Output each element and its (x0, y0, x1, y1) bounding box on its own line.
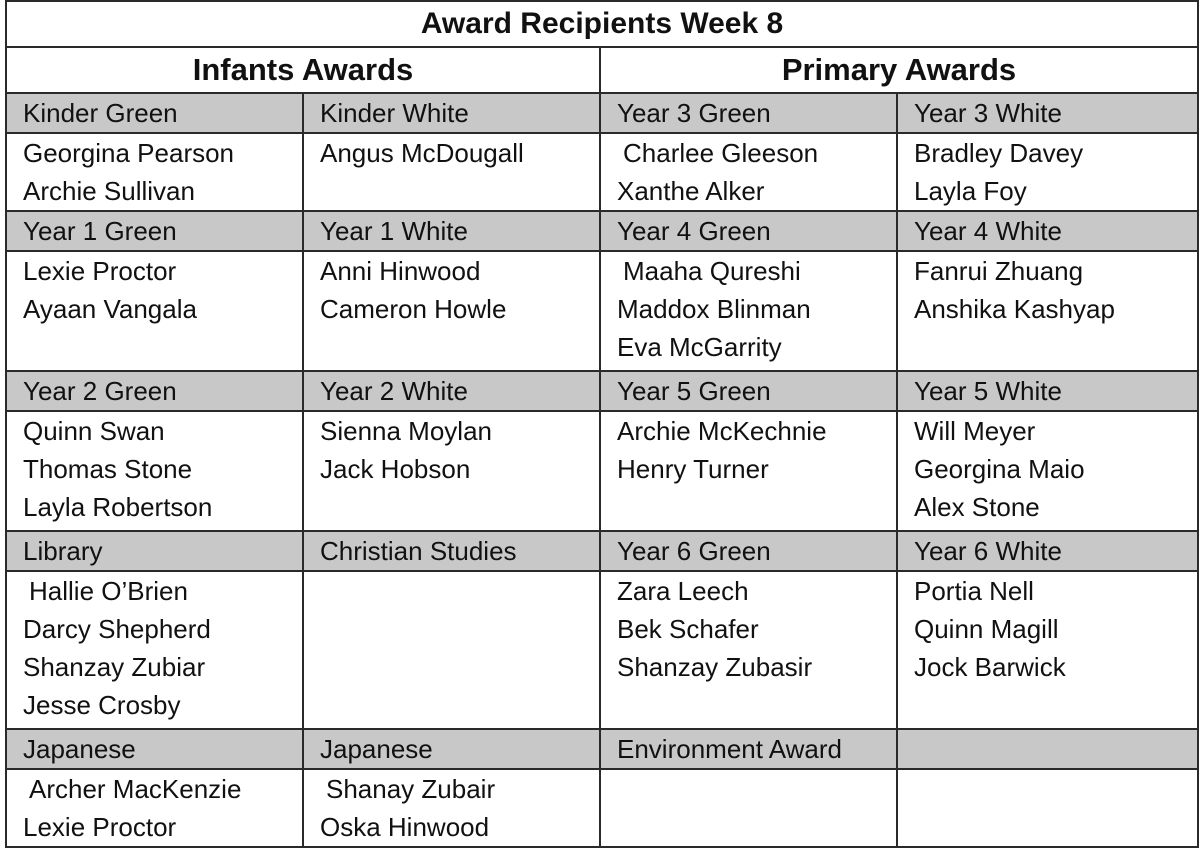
recipient-name: Ayaan Vangala (23, 294, 197, 324)
recipients-cell (897, 133, 1198, 211)
recipient-name: Maddox Blinman (617, 294, 811, 324)
class-header-row (6, 531, 1198, 571)
recipients-cell (6, 251, 303, 371)
recipients-cell (600, 251, 897, 371)
recipient-name: Shanay Zubair (326, 774, 496, 804)
primary-awards-heading: Primary Awards (600, 47, 1198, 93)
recipients-row (6, 769, 1198, 847)
recipients-cell (600, 411, 897, 531)
recipient-name: Georgina Pearson (23, 138, 235, 168)
recipients-cell (303, 133, 600, 211)
recipient-name: Quinn Swan (23, 416, 165, 446)
recipient-name: Archer MacKenzie (29, 774, 242, 804)
class-header-cell: Year 5 White (897, 371, 1198, 411)
class-header-cell (897, 729, 1198, 769)
recipients-cell (303, 571, 600, 729)
recipient-name: Eva McGarrity (617, 332, 782, 362)
recipients-cell (897, 251, 1198, 371)
class-header-cell: Year 1 White (303, 211, 600, 251)
recipient-name: Layla Robertson (23, 492, 213, 522)
recipients-cell (600, 571, 897, 729)
class-header-cell: Year 1 Green (6, 211, 303, 251)
recipient-name: Anshika Kashyap (914, 294, 1115, 324)
recipients-cell (6, 571, 303, 729)
class-header-cell: Year 3 Green (600, 93, 897, 133)
recipient-name: Hallie O’Brien (29, 576, 188, 606)
class-header-cell: Japanese (303, 729, 600, 769)
recipient-name: Layla Foy (914, 176, 1027, 206)
recipient-name: Georgina Maio (914, 454, 1085, 484)
recipient-name: Portia Nell (914, 576, 1034, 606)
recipients-row (6, 133, 1198, 211)
recipient-name: Cameron Howle (320, 294, 507, 324)
recipient-name: Lexie Proctor (23, 812, 177, 842)
class-header-row (6, 729, 1198, 769)
recipient-name: Angus McDougall (320, 138, 524, 168)
recipients-cell (897, 769, 1198, 847)
class-header-cell: Year 4 White (897, 211, 1198, 251)
recipient-name: Xanthe Alker (617, 176, 765, 206)
class-header-row (6, 93, 1198, 133)
recipient-name: Darcy Shepherd (23, 614, 211, 644)
document-title: Award Recipients Week 8 (6, 1, 1198, 47)
recipient-name: Henry Turner (617, 454, 769, 484)
awards-table (5, 0, 1199, 848)
recipient-name: Jock Barwick (914, 652, 1066, 682)
class-header-cell: Kinder Green (6, 93, 303, 133)
recipient-name: Jack Hobson (320, 454, 471, 484)
recipients-cell (6, 133, 303, 211)
recipients-cell (897, 571, 1198, 729)
infants-awards-heading: Infants Awards (6, 47, 600, 93)
recipient-name: Zara Leech (617, 576, 749, 606)
recipient-name: Thomas Stone (23, 454, 193, 484)
recipient-name: Maaha Qureshi (623, 256, 801, 286)
recipients-cell (600, 769, 897, 847)
recipient-name: Archie Sullivan (23, 176, 195, 206)
class-header-cell: Year 2 Green (6, 371, 303, 411)
class-header-cell: Year 5 Green (600, 371, 897, 411)
class-header-cell: Year 4 Green (600, 211, 897, 251)
class-header-cell: Year 3 White (897, 93, 1198, 133)
recipients-cell (303, 411, 600, 531)
title-row (6, 1, 1198, 47)
recipient-name: Sienna Moylan (320, 416, 492, 446)
class-header-cell: Japanese (6, 729, 303, 769)
class-header-row (6, 371, 1198, 411)
recipient-name: Will Meyer (914, 416, 1036, 446)
recipient-name: Archie McKechnie (617, 416, 827, 446)
recipient-name: Fanrui Zhuang (914, 256, 1084, 286)
recipient-name: Jesse Crosby (23, 690, 181, 720)
recipient-name: Shanzay Zubiar (23, 652, 206, 682)
recipient-name: Shanzay Zubasir (617, 652, 813, 682)
recipient-name: Charlee Gleeson (623, 138, 819, 168)
class-header-cell: Year 6 White (897, 531, 1198, 571)
recipient-name: Lexie Proctor (23, 256, 177, 286)
recipient-name: Bradley Davey (914, 138, 1084, 168)
class-header-cell: Environment Award (600, 729, 897, 769)
class-header-cell: Library (6, 531, 303, 571)
class-header-cell: Year 2 White (303, 371, 600, 411)
class-header-cell: Kinder White (303, 93, 600, 133)
recipient-name: Anni Hinwood (320, 256, 481, 286)
class-header-cell: Year 6 Green (600, 531, 897, 571)
recipient-name: Alex Stone (914, 492, 1040, 522)
recipients-row (6, 251, 1198, 371)
recipients-row (6, 571, 1198, 729)
section-row (6, 47, 1198, 93)
recipients-cell (6, 769, 303, 847)
recipient-name: Bek Schafer (617, 614, 759, 644)
recipients-cell (6, 411, 303, 531)
recipient-name: Quinn Magill (914, 614, 1059, 644)
recipients-cell (303, 251, 600, 371)
recipients-row (6, 411, 1198, 531)
recipients-cell (600, 133, 897, 211)
class-header-row (6, 211, 1198, 251)
recipient-name: Oska Hinwood (320, 812, 490, 842)
recipients-cell (303, 769, 600, 847)
recipients-cell (897, 411, 1198, 531)
class-header-cell: Christian Studies (303, 531, 600, 571)
